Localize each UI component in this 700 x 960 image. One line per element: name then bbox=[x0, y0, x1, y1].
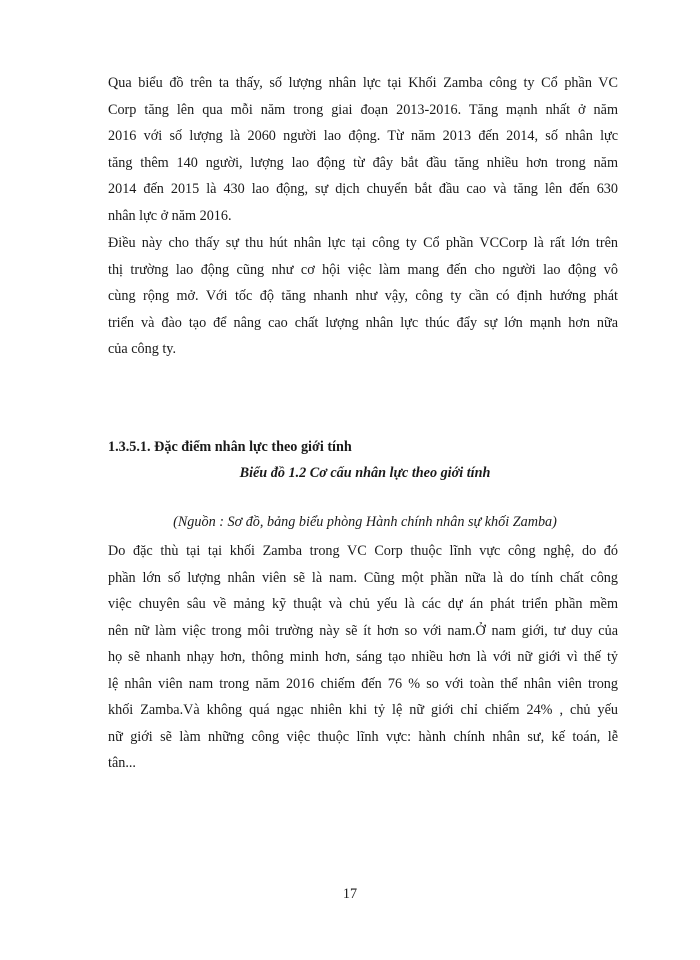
figure-caption: Biểu đồ 1.2 Cơ cấu nhân lực theo giới tính bbox=[239, 465, 491, 481]
paragraph-line: khối Zamba.Và không quá ngạc nhiên khi tỷ lệ nữ giới chỉ chiếm 24% , chủ yếu bbox=[108, 702, 618, 718]
paragraph-line: nữ giới sẽ làm những công việc thuộc lĩnh vực: hành chính nhân sư, kế toán, lễ bbox=[108, 728, 618, 745]
paragraph-line: 2014 đến 2015 là 430 lao động, sự dịch chuyển bắt đầu cao và tăng lên đến 630 bbox=[108, 181, 618, 197]
paragraph-line: tăng thêm 140 người, lượng lao động từ đây bắt đầu tăng nhiều hơn trong năm bbox=[108, 154, 618, 171]
paragraph-line: họ sẽ nhanh nhạy hơn, thông minh hơn, sáng tạo nhiều hơn là với nữ giới vì thế tỷ bbox=[108, 649, 618, 665]
paragraph-line: tân... bbox=[108, 755, 136, 771]
paragraph-line: của công ty. bbox=[108, 341, 177, 357]
paragraph-line: Corp tăng lên qua mỗi năm trong giai đoạn 2013-2016. Tăng mạnh nhất ở năm bbox=[108, 101, 618, 118]
paragraph-line: nhân lực ở năm 2016. bbox=[108, 207, 232, 224]
paragraph-attraction bbox=[108, 230, 618, 363]
paragraph-line: 2016 với số lượng là 2060 người lao động. Từ năm 2013 đến 2014, số nhân lực bbox=[108, 128, 618, 144]
paragraph-line: nên nữ làm việc trong môi trường này sẽ ít hơn so với nam.Ở nam giới, tư duy của bbox=[108, 622, 618, 639]
figure-source: (Nguồn : Sơ đồ, bảng biểu phòng Hành chính nhân sự khối Zamba) bbox=[173, 514, 557, 530]
paragraph-line: phần lớn số lượng nhân viên sẽ là nam. Cũng một phần nữa là do tính chất công bbox=[108, 569, 618, 586]
paragraph-line: Qua biểu đồ trên ta thấy, số lượng nhân lực tại Khối Zamba công ty Cổ phần VC bbox=[108, 75, 618, 91]
paragraph-line: cùng rộng mở. Với tốc độ tăng nhanh như vậy, công ty cần có định hướng phát bbox=[108, 288, 618, 304]
paragraph-line: triển và đào tạo để nâng cao chất lượng nhân lực thúc đẩy sự lớn mạnh hơn nữa bbox=[108, 314, 618, 331]
paragraph-line: Điều này cho thấy sự thu hút nhân lực tại công ty Cổ phần VCCorp là rất lớn trên bbox=[108, 235, 618, 251]
section-heading: 1.3.5.1. Đặc điểm nhân lực theo giới tính bbox=[108, 439, 352, 455]
paragraph-line: lệ nhân viên nam trong năm 2016 chiếm đến 76 % so với toàn thể nhân viên trong bbox=[108, 675, 618, 692]
paragraph-line: việc chuyên sâu về mảng kỹ thuật và chủ yếu là các dự án phát triển phần mềm bbox=[108, 596, 618, 612]
paragraph-line: thị trường lao động cũng như cơ hội việc làm mang đến cho người lao động vô bbox=[108, 261, 618, 278]
page-number: 17 bbox=[342, 886, 358, 902]
paragraph-line: Do đặc thù tại tại khối Zamba trong VC Corp thuộc lĩnh vực công nghệ, do đó bbox=[108, 543, 618, 559]
paragraph-headcount-growth bbox=[108, 70, 618, 229]
paragraph-gender-structure bbox=[108, 538, 618, 777]
